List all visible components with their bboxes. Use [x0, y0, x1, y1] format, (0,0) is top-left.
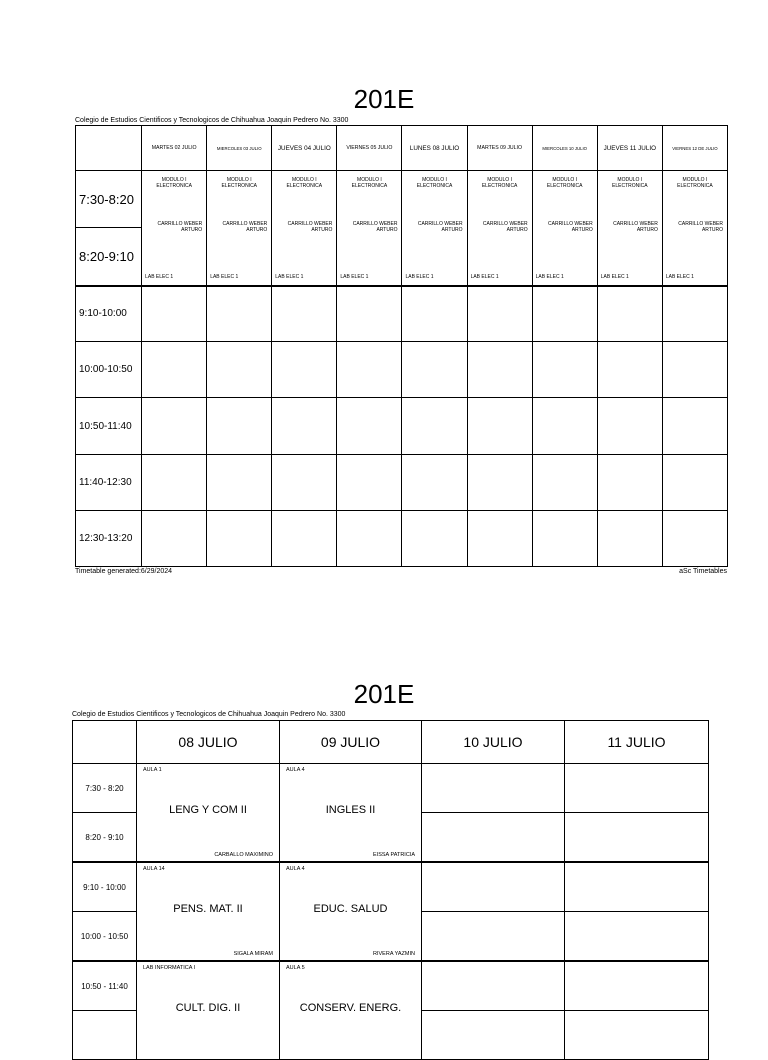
- empty-cell[interactable]: [422, 1011, 565, 1060]
- lesson-cell[interactable]: LAB INFORMATICA I CULT. DIG. II: [137, 961, 280, 1060]
- time-label: 8:20-9:10: [79, 248, 134, 264]
- timetable2-title: 201E: [353, 679, 415, 709]
- empty-cell[interactable]: [565, 764, 709, 813]
- empty-cell[interactable]: [402, 510, 467, 566]
- lesson-cell[interactable]: AULA 1 LENG Y COM II CARBALLO MAXIMINO: [137, 764, 280, 863]
- timetable1-generated-date: Timetable generated:6/29/2024: [75, 568, 173, 575]
- time-label: 11:40-12:30: [76, 454, 142, 510]
- time-label: 9:10 - 10:00: [73, 862, 137, 912]
- empty-cell[interactable]: [207, 510, 272, 566]
- timetable1-header-row: [76, 126, 728, 171]
- timetable1-grid: [75, 125, 728, 567]
- day-header: JUEVES 11 JULIO: [597, 126, 662, 171]
- empty-cell[interactable]: [662, 454, 727, 510]
- empty-cell[interactable]: [207, 454, 272, 510]
- lesson-cell[interactable]: MODULO I ELECTRONICA CARRILLO WEBER ARTURO LAB ELEC 1: [272, 171, 337, 286]
- time-label: 10:50-11:40: [76, 398, 142, 454]
- timetable2-header-row: [73, 721, 709, 764]
- empty-cell[interactable]: [597, 454, 662, 510]
- empty-cell[interactable]: [422, 764, 565, 813]
- empty-cell[interactable]: [532, 342, 597, 398]
- empty-cell[interactable]: [272, 510, 337, 566]
- empty-cell[interactable]: [565, 813, 709, 863]
- empty-cell[interactable]: [467, 286, 532, 342]
- corner-cell: [76, 126, 142, 171]
- empty-cell[interactable]: [565, 961, 709, 1011]
- day-header: MIERCOLES 10 JULIO: [532, 126, 597, 171]
- lesson-cell[interactable]: MODULO I ELECTRONICA CARRILLO WEBER ARTURO LAB ELEC 1: [662, 171, 727, 286]
- empty-cell[interactable]: [142, 286, 207, 342]
- empty-cell[interactable]: [467, 398, 532, 454]
- empty-cell[interactable]: [272, 286, 337, 342]
- timetable1-generator-credit: aSc Timetables: [679, 568, 727, 575]
- empty-cell[interactable]: [142, 342, 207, 398]
- timetable1-school-name: Colegio de Estudios Cientificos y Tecnologicos de Chihuahua Joaquin Pedrero No. 3300: [75, 117, 349, 124]
- lesson-cell[interactable]: MODULO I ELECTRONICA CARRILLO WEBER ARTURO LAB ELEC 1: [207, 171, 272, 286]
- lesson-cell[interactable]: MODULO I ELECTRONICA CARRILLO WEBER ARTURO LAB ELEC 1: [467, 171, 532, 286]
- day-header: MARTES 02 JULIO: [142, 126, 207, 171]
- lesson-cell[interactable]: MODULO I ELECTRONICA CARRILLO WEBER ARTURO LAB ELEC 1: [532, 171, 597, 286]
- lesson-cell[interactable]: AULA 5 CONSERV. ENERG.: [280, 961, 422, 1060]
- timetable1-title: 201E: [353, 84, 415, 114]
- day-header: 10 JULIO: [422, 721, 565, 764]
- day-header: 09 JULIO: [280, 721, 422, 764]
- empty-cell[interactable]: [272, 454, 337, 510]
- empty-cell[interactable]: [402, 286, 467, 342]
- corner-cell: [73, 721, 137, 764]
- empty-cell[interactable]: [467, 510, 532, 566]
- empty-cell[interactable]: [532, 510, 597, 566]
- empty-cell[interactable]: [422, 862, 565, 912]
- empty-cell[interactable]: [467, 454, 532, 510]
- empty-cell[interactable]: [597, 398, 662, 454]
- empty-cell[interactable]: [402, 398, 467, 454]
- empty-cell[interactable]: [402, 454, 467, 510]
- empty-cell[interactable]: [337, 286, 402, 342]
- empty-cell[interactable]: [467, 342, 532, 398]
- empty-cell[interactable]: [337, 398, 402, 454]
- timetable2-grid: [72, 720, 709, 1060]
- empty-cell[interactable]: [207, 398, 272, 454]
- time-label: 12:30-13:20: [76, 510, 142, 566]
- time-label: 10:00-10:50: [76, 342, 142, 398]
- empty-cell[interactable]: [207, 286, 272, 342]
- empty-cell[interactable]: [662, 286, 727, 342]
- empty-cell[interactable]: [532, 398, 597, 454]
- time-label: 10:50 - 11:40: [73, 961, 137, 1011]
- time-label: 10:00 - 10:50: [73, 912, 137, 962]
- day-header: LUNES 08 JULIO: [402, 126, 467, 171]
- empty-cell[interactable]: [662, 342, 727, 398]
- lesson-cell[interactable]: AULA 4 INGLES II EISSA PATRICIA: [280, 764, 422, 863]
- empty-cell[interactable]: [142, 454, 207, 510]
- empty-cell[interactable]: [662, 398, 727, 454]
- empty-cell[interactable]: [272, 342, 337, 398]
- empty-cell[interactable]: [565, 862, 709, 912]
- empty-cell[interactable]: [532, 286, 597, 342]
- day-header: VIERNES 05 JULIO: [337, 126, 402, 171]
- lesson-cell[interactable]: MODULO I ELECTRONICA CARRILLO WEBER ARTURO LAB ELEC 1: [597, 171, 662, 286]
- empty-cell[interactable]: [532, 454, 597, 510]
- time-label: [73, 1011, 137, 1060]
- empty-cell[interactable]: [142, 398, 207, 454]
- day-header: 11 JULIO: [565, 721, 709, 764]
- empty-cell[interactable]: [565, 1011, 709, 1060]
- lesson-cell[interactable]: MODULO I ELECTRONICA CARRILLO WEBER ARTURO LAB ELEC 1: [337, 171, 402, 286]
- empty-cell[interactable]: [422, 912, 565, 962]
- empty-cell[interactable]: [207, 342, 272, 398]
- lesson-cell[interactable]: AULA 4 EDUC. SALUD RIVERA YAZMIN: [280, 862, 422, 961]
- empty-cell[interactable]: [597, 286, 662, 342]
- timetable2-school-name: Colegio de Estudios Cientificos y Tecnologicos de Chihuahua Joaquin Pedrero No. 3300: [72, 711, 346, 718]
- day-header: 08 JULIO: [137, 721, 280, 764]
- empty-cell[interactable]: [142, 510, 207, 566]
- day-header: MIERCOLES 03 JULIO: [207, 126, 272, 171]
- time-label: 8:20 - 9:10: [73, 813, 137, 863]
- day-header: JUEVES 04 JULIO: [272, 126, 337, 171]
- lesson-cell[interactable]: MODULO I ELECTRONICA CARRILLO WEBER ARTURO LAB ELEC 1: [142, 171, 207, 286]
- time-label: 9:10-10:00: [76, 286, 142, 342]
- empty-cell[interactable]: [337, 342, 402, 398]
- empty-cell[interactable]: [597, 510, 662, 566]
- lesson-cell[interactable]: AULA 14 PENS. MAT. II SIGALA MIRAM: [137, 862, 280, 961]
- empty-cell[interactable]: [565, 912, 709, 962]
- time-label: 7:30-8:20: [76, 171, 141, 228]
- empty-cell[interactable]: [422, 813, 565, 863]
- day-header: MARTES 09 JULIO: [467, 126, 532, 171]
- empty-cell[interactable]: [422, 961, 565, 1011]
- empty-cell[interactable]: [402, 342, 467, 398]
- empty-cell[interactable]: [662, 510, 727, 566]
- empty-cell[interactable]: [272, 398, 337, 454]
- lesson-cell[interactable]: MODULO I ELECTRONICA CARRILLO WEBER ARTURO LAB ELEC 1: [402, 171, 467, 286]
- empty-cell[interactable]: [337, 454, 402, 510]
- time-stack: [76, 171, 142, 286]
- empty-cell[interactable]: [597, 342, 662, 398]
- time-label: 7:30 - 8:20: [73, 764, 137, 813]
- day-header: VIERNES 12 DE JULIO: [662, 126, 727, 171]
- empty-cell[interactable]: [337, 510, 402, 566]
